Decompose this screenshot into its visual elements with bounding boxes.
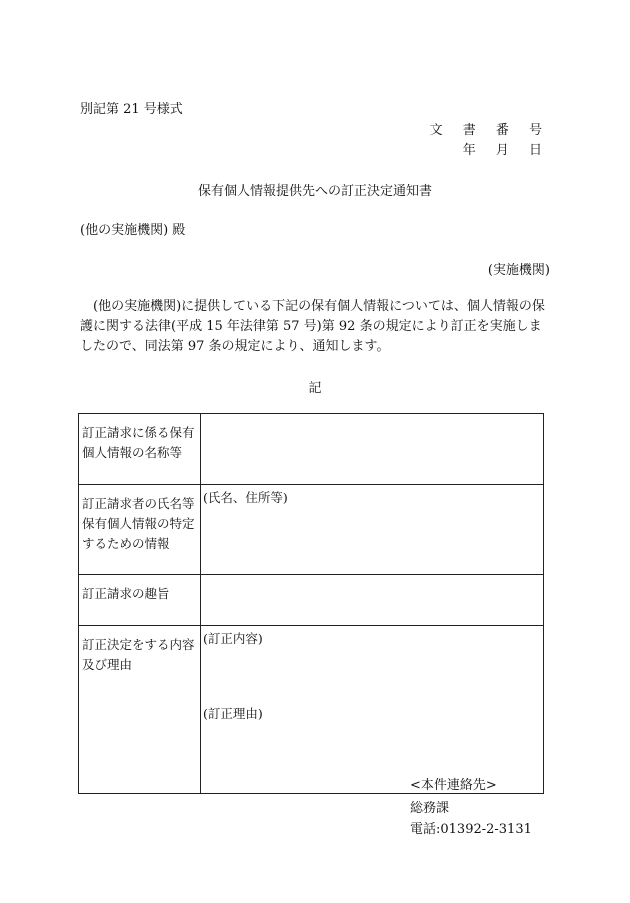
table-row xyxy=(79,626,544,794)
form-number: 別記第 21 号様式 xyxy=(80,102,183,117)
row-label-decision: 訂正決定をする内容及び理由 xyxy=(79,626,201,794)
row-value-decision xyxy=(201,626,544,794)
details-table xyxy=(78,413,544,794)
correction-content-label: (訂正内容) xyxy=(203,631,263,646)
row-value-purpose xyxy=(201,575,544,626)
contact-department: 総務課 xyxy=(410,801,450,816)
row-label-purpose: 訂正請求の趣旨 xyxy=(79,575,201,626)
contact-phone: 電話:01392-2-3131 xyxy=(410,822,532,837)
row-value-requester xyxy=(201,485,544,575)
ki-heading: 記 xyxy=(308,381,322,396)
correction-reason-label: (訂正理由) xyxy=(203,706,263,721)
row-label-requester: 訂正請求者の氏名等保有個人情報の特定するための情報 xyxy=(79,485,201,575)
date-label: 年 月 日 xyxy=(462,143,550,158)
body-text: (他の実施機関)に提供している下記の保有個人情報については、個人情報の保護に関する法律(平成 15 年法律第 57 号)第 92 条の規定により訂正を実施しましたので、同法第 97 条の規定により、通知します。 xyxy=(80,299,545,354)
contact-heading: <本件連絡先> xyxy=(410,778,497,793)
document-number-label: 文 書 番 号 xyxy=(429,123,550,138)
row-label-info-name: 訂正請求に係る保有個人情報の名称等 xyxy=(79,414,201,485)
document-title: 保有個人情報提供先への訂正決定通知書 xyxy=(197,184,432,199)
row-value-info-name xyxy=(201,414,544,485)
table-row xyxy=(79,485,544,575)
sender-line: (実施機関) xyxy=(487,263,550,278)
recipient-line: (他の実施機関) 殿 xyxy=(80,223,186,238)
table-row xyxy=(79,575,544,626)
table-row xyxy=(79,414,544,485)
requester-hint: (氏名、住所等) xyxy=(203,490,288,505)
